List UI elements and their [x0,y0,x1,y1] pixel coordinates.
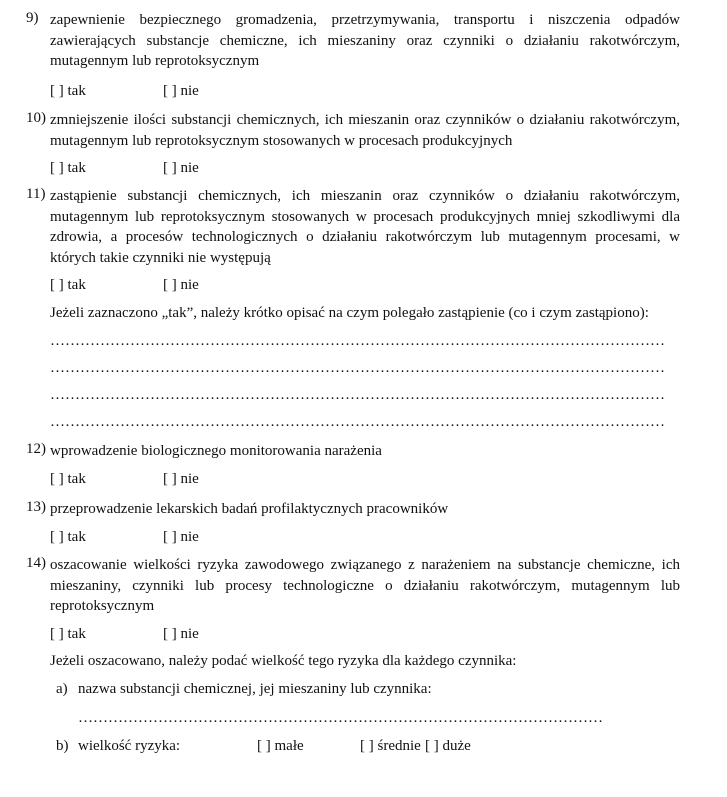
risk-high-checkbox[interactable]: [ ] duże [425,738,471,754]
sub-item-a-label: a) [56,681,68,697]
question-12 [26,441,680,462]
checkbox-no[interactable]: [ ] nie [163,626,199,642]
question-11 [26,186,680,268]
risk-medium-checkbox[interactable]: [ ] średnie [360,738,421,754]
question-text: zmniejszenie ilości substancji chemicznych, ich mieszanin oraz czynników o działaniu rakotwórczym, mutagennym lub reprotoksycznym stosowanych w procesach produkcyjnych [50,112,680,149]
checkbox-yes[interactable]: [ ] tak [50,83,86,99]
followup-instruction: Jeżeli zaznaczono „tak”, należy krótko opisać na czym polegało zastąpienie (co i czym zastąpiono): [50,305,649,321]
question-text: zapewnienie bezpiecznego gromadzenia, przetrzymywania, transportu i niszczenia odpadów zawierających substancje chemiczne, ich mieszaniny oraz czynniki o działaniu rakotwórczym, mutagennym lub reprotoksycznym [50,12,680,70]
question-9 [26,10,680,72]
answer-line[interactable]: …………………………………………………………………………………………………………… [50,414,665,430]
checkbox-no[interactable]: [ ] nie [163,529,199,545]
answer-line[interactable]: …………………………………………………………………………………………… [78,710,603,726]
checkbox-yes[interactable]: [ ] tak [50,529,86,545]
checkbox-no[interactable]: [ ] nie [163,160,199,176]
question-number: 13) [26,499,46,515]
question-number: 10) [26,110,46,126]
checkbox-no[interactable]: [ ] nie [163,471,199,487]
question-text: oszacowanie wielkości ryzyka zawodowego związanego z narażeniem na substancje chemiczne, ich mieszaniny, czynniki lub procesy technologiczne o działaniu rakotwórczym, mutagennym lub reprotoksycznym [50,557,680,615]
sub-item-b-label: b) [56,738,69,754]
question-text: przeprowadzenie lekarskich badań profilaktycznych pracowników [50,501,449,517]
question-14 [26,555,680,617]
question-text: wprowadzenie biologicznego monitorowania narażenia [50,443,382,459]
question-text: zastąpienie substancji chemicznych, ich mieszanin oraz czynników o działaniu rakotwórczym, mutagennym lub reprotoksycznym stosowanych w procesach produkcyjnych mniej szkodliwymi dla zdrowia, a procesów technologicznych o działaniu rakotwórczym lub mutagennym procesami, w których takie czynniki nie występują [50,188,680,266]
sub-item-a-text: nazwa substancji chemicznej, jej mieszaniny lub czynnika: [78,681,432,697]
followup-instruction: Jeżeli oszacowano, należy podać wielkość tego ryzyka dla każdego czynnika: [50,653,517,669]
question-number: 14) [26,555,46,571]
question-13 [26,499,680,520]
risk-small-checkbox[interactable]: [ ] małe [257,738,304,754]
answer-line[interactable]: …………………………………………………………………………………………………………… [50,360,665,376]
question-number: 9) [26,10,39,26]
question-number: 11) [26,186,46,202]
checkbox-yes[interactable]: [ ] tak [50,626,86,642]
question-10 [26,110,680,151]
answer-line[interactable]: …………………………………………………………………………………………………………… [50,387,665,403]
answer-line[interactable]: …………………………………………………………………………………………………………… [50,333,665,349]
checkbox-yes[interactable]: [ ] tak [50,471,86,487]
checkbox-yes[interactable]: [ ] tak [50,160,86,176]
checkbox-no[interactable]: [ ] nie [163,277,199,293]
checkbox-no[interactable]: [ ] nie [163,83,199,99]
checkbox-yes[interactable]: [ ] tak [50,277,86,293]
question-number: 12) [26,441,46,457]
sub-item-b-text: wielkość ryzyka: [78,738,181,754]
